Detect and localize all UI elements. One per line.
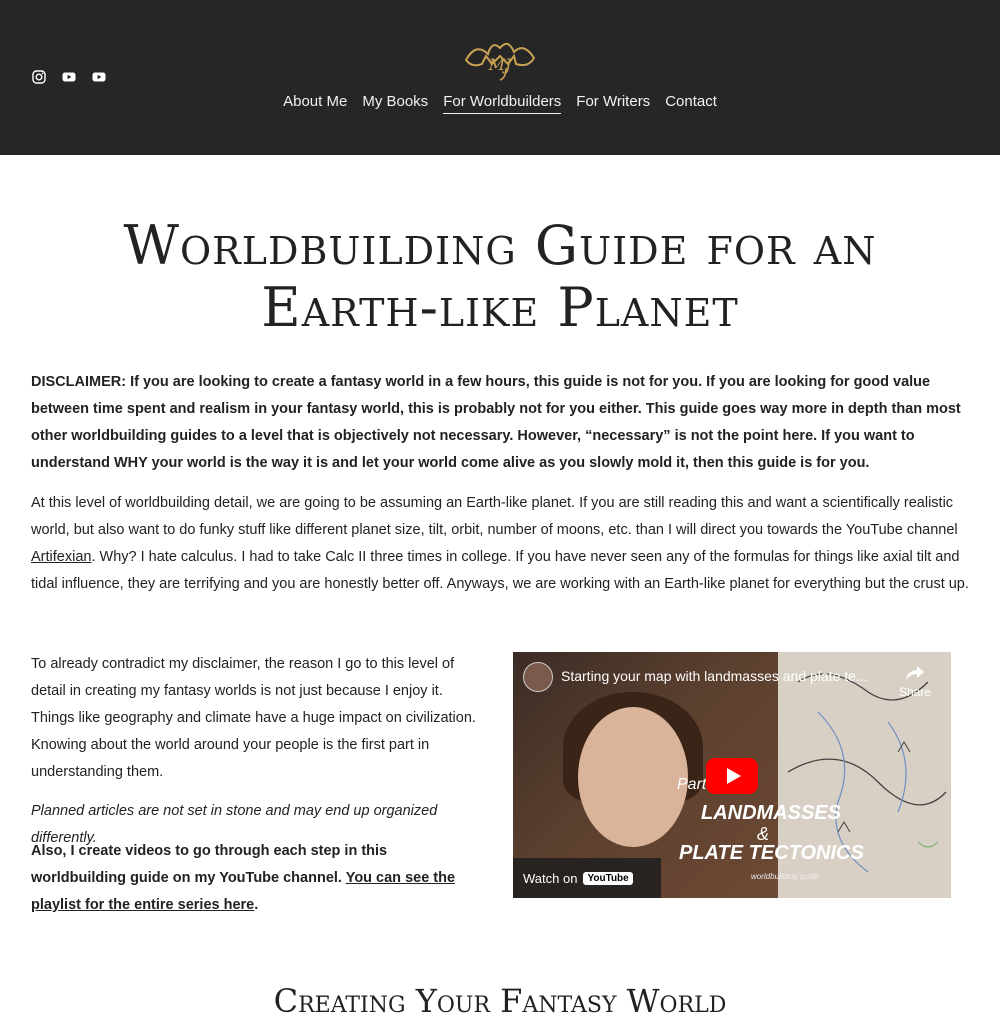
youtube-icon[interactable] xyxy=(92,70,106,84)
thumbnail-part-text: Part xyxy=(677,776,707,793)
svg-text:MJ: MJ xyxy=(488,55,512,74)
share-button[interactable] xyxy=(893,664,937,699)
intro-text-before: At this level of worldbuilding detail, we are going to be assuming an Earth-like planet. If you are still reading this and want a scientifically realistic world, but also want to do funky stuff like different planet size, tilt, orbit, number of moons, etc. than I will direct you towards the YouTube channel xyxy=(31,495,958,538)
planned-articles-note: Planned articles are not set in stone and may end up organized differently. xyxy=(31,803,438,846)
thumbnail-title-line2: PLATE TECTONICS xyxy=(679,842,864,864)
play-icon xyxy=(727,768,741,784)
intro-paragraph xyxy=(31,490,971,598)
thumbnail-ampersand: & xyxy=(757,824,770,844)
nav-for-worldbuilders[interactable]: For Worldbuilders xyxy=(443,93,561,114)
watch-on-youtube-button[interactable] xyxy=(513,858,661,898)
presenter-face xyxy=(578,707,688,847)
intro-text-after: . Why? I hate calculus. I had to take Calc II three times in college. If you have never seen any of the formulas for things like axial tilt and tidal influence, they are terrifying and you are honestly better off. Anyways, we are working with an Earth-like planet for everything but the crust up. xyxy=(31,549,969,592)
section-heading: Creating Your Fantasy World xyxy=(273,982,727,1020)
playlist-link[interactable]: You can see the playlist for the entire series here xyxy=(31,870,456,913)
nav-for-writers[interactable]: For Writers xyxy=(576,93,651,110)
main-nav xyxy=(0,93,1000,114)
share-icon xyxy=(904,664,926,682)
nav-about-me[interactable]: About Me xyxy=(283,93,348,110)
video-title[interactable]: Starting your map with landmasses and plate te... xyxy=(561,668,868,684)
youtube-icon[interactable] xyxy=(62,70,76,84)
youtube-text-before: Also, I create videos to go through each step in this worldbuilding guide on my YouTube channel. xyxy=(31,843,388,886)
page-title-line1: Worldbuilding Guide for an xyxy=(123,214,877,277)
page-title-line2: Earth-like Planet xyxy=(261,276,739,339)
social-links xyxy=(32,70,106,84)
thumbnail-signature: worldbuilding guide xyxy=(751,872,820,881)
thumbnail-title-line1: LANDMASSES xyxy=(701,802,842,824)
artifexian-link[interactable]: Artifexian xyxy=(31,549,92,565)
play-button[interactable] xyxy=(706,758,758,794)
page-title xyxy=(0,215,1000,339)
youtube-video-embed[interactable] xyxy=(513,652,951,898)
site-logo[interactable] xyxy=(462,34,538,82)
youtube-text-after: . xyxy=(254,897,259,913)
disclaimer-paragraph: DISCLAIMER: If you are looking to create a fantasy world in a few hours, this guide is not for you. If you are looking for good value between time spent and realism in your fantasy world, this is probably not for you either. This guide goes way more in depth than most other worldbuilding guides to a level that is objectively not necessary. However, “necessary” is not the point here. If you want to understand WHY your world is the way it is and let your world come alive as you slowly mold it, then this guide is for you. xyxy=(31,374,961,471)
site-header xyxy=(0,0,1000,155)
youtube-paragraph xyxy=(31,838,483,919)
share-label: Share xyxy=(898,685,932,699)
youtube-logo-icon: YouTube xyxy=(583,872,632,885)
contradict-paragraph: To already contradict my disclaimer, the reason I go to this level of detail in creating my fantasy worlds is not just because I enjoy it. Things like geography and climate have a huge impact on civilization. Knowing about the world around your people is the first part in understanding them. xyxy=(31,656,476,780)
channel-avatar[interactable] xyxy=(523,662,553,692)
nav-contact[interactable]: Contact xyxy=(665,93,717,110)
instagram-icon[interactable] xyxy=(32,70,46,84)
watch-on-label: Watch on xyxy=(523,870,578,886)
nav-my-books[interactable]: My Books xyxy=(362,93,429,110)
